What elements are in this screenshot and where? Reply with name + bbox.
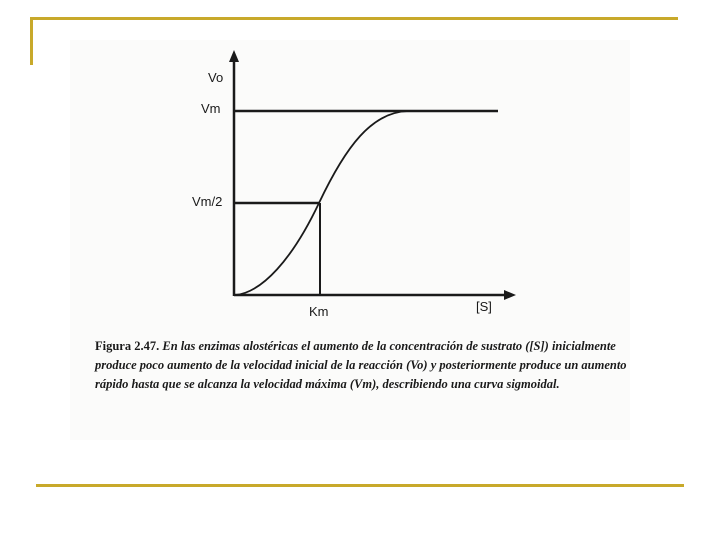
caption-text: En las enzimas alostéricas el aumento de la concentración de sustrato ([S]) inicialmente produce poco aumento de la velocidad inicial de la reacción (Vo) y posteriormente produce un aumento rápido hasta que se alcanza la velocidad máxima (Vm), describiendo una curva sigmoidal. [95, 339, 627, 391]
caption-figure-number: Figura 2.47. [95, 339, 160, 353]
y-axis-label: Vo [208, 70, 224, 85]
x-axis-arrow [504, 290, 516, 300]
vmax-label: Vm [201, 101, 221, 116]
km-label: Km [309, 304, 329, 319]
x-axis-label: [S] [476, 299, 492, 314]
half-vmax-label: Vm/2 [192, 194, 223, 209]
y-axis-arrow [229, 50, 239, 62]
figure-caption [95, 337, 635, 394]
